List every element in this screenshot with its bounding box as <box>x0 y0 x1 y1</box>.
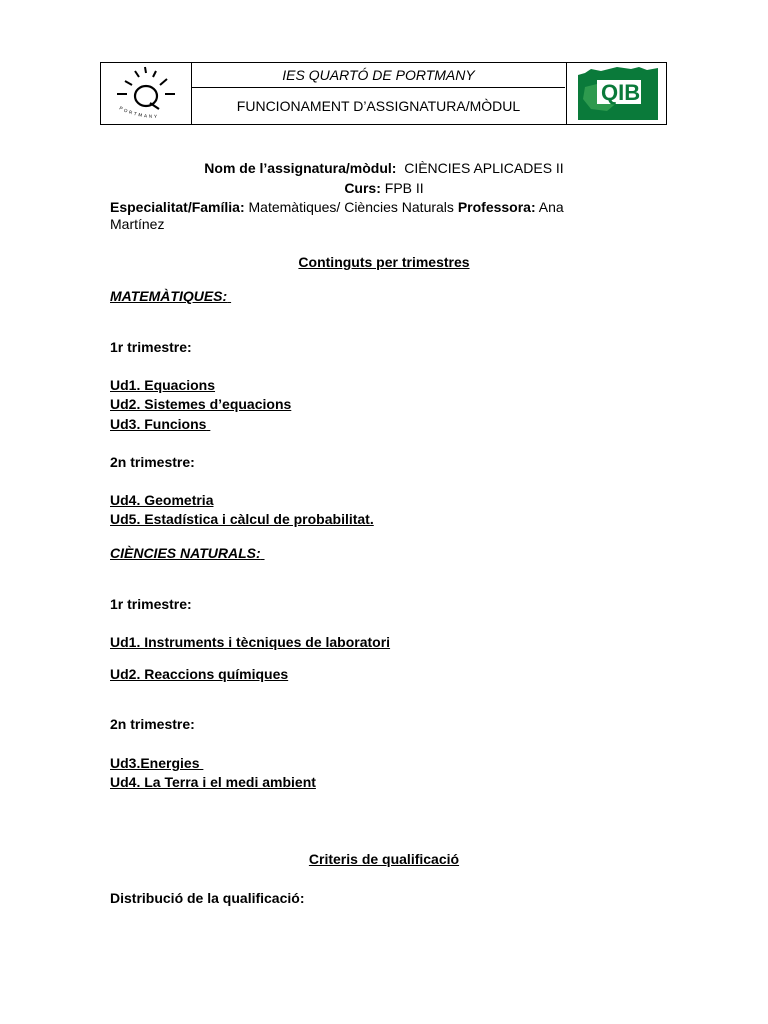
course-line <box>0 180 768 197</box>
contents-title: Continguts per trimestres <box>298 254 470 270</box>
science-term2-label: 2n trimestre: <box>110 716 195 732</box>
svg-text:PORTMANY <box>119 105 159 118</box>
teacher-last-name: Martínez <box>110 216 165 232</box>
criteria-title: Criteris de qualificació <box>308 851 460 867</box>
math-unit-4: Ud4. Geometria <box>110 492 214 508</box>
math-unit-3: Ud3. Funcions <box>110 416 207 432</box>
document-header <box>100 62 667 125</box>
specialty-value: Matemàtiques/ Ciències Naturals <box>248 199 454 215</box>
math-heading: MATEMÀTIQUES: <box>110 288 228 304</box>
header-center <box>192 63 565 124</box>
qib-logo-icon <box>567 63 667 124</box>
science-unit-1: Ud1. Instruments i tècniques de laboratori <box>110 634 391 650</box>
document-title: FUNCIONAMENT D’ASSIGNATURA/MÒDUL <box>236 98 521 114</box>
logo-caption: PORTMANY <box>118 105 160 119</box>
qib-logo-text: QIB <box>601 80 641 105</box>
science-heading: CIÈNCIES NATURALS: <box>110 545 261 561</box>
science-unit-2: Ud2. Reaccions químiques <box>110 666 289 682</box>
course-label: Curs: <box>344 180 381 196</box>
subject-line <box>0 160 768 177</box>
subject-value: CIÈNCIES APLICADES II <box>404 160 564 176</box>
math-unit-2: Ud2. Sistemes d’equacions <box>110 396 292 412</box>
school-logo <box>101 63 192 124</box>
teacher-first-name: Ana <box>538 199 564 215</box>
subject-label: Nom de l’assignatura/mòdul: <box>204 160 397 176</box>
distribution-label: Distribució de la qualificació: <box>110 890 305 906</box>
specialty-line <box>110 199 564 216</box>
math-unit-5: Ud5. Estadística i càlcul de probabilitat. <box>110 511 374 527</box>
specialty-label: Especialitat/Família: <box>110 199 245 215</box>
school-name: IES QUARTÓ DE PORTMANY <box>192 63 565 88</box>
math-term1-label: 1r trimestre: <box>110 339 192 355</box>
science-unit-3: Ud3.Energies <box>110 755 200 771</box>
math-unit-1: Ud1. Equacions <box>110 377 216 393</box>
teacher-label: Professora: <box>457 199 536 215</box>
math-term2-label: 2n trimestre: <box>110 454 195 470</box>
science-term1-label: 1r trimestre: <box>110 596 192 612</box>
course-value: FPB II <box>384 180 424 196</box>
qib-logo <box>566 63 667 124</box>
science-unit-4: Ud4. La Terra i el medi ambient <box>110 774 316 790</box>
portmany-sun-logo-icon <box>101 63 191 124</box>
